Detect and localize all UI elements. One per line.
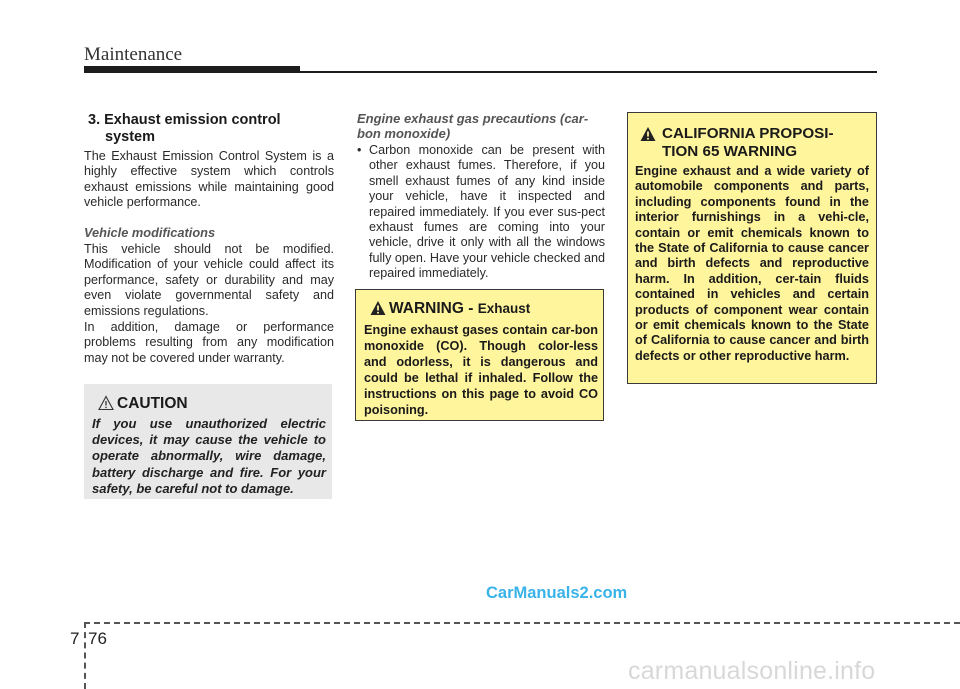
footer-rule [84, 622, 960, 624]
subheading-exhaust-precautions: Engine exhaust gas precautions (car-bon monoxide) [357, 111, 589, 141]
footer-divider [84, 622, 86, 689]
caution-triangle-icon [98, 395, 114, 411]
bullet-text: Carbon monoxide can be present with other exhaust fumes. Therefore, if you smell exhaust fumes of any kind inside your vehicle, have it inspected and repaired immediately. If you ever sus-pect exhaust fumes are coming into your vehicle, drive it only with all the windows fully open. Have your vehicle checked and repaired immediately. [369, 143, 605, 281]
california-heading [640, 125, 874, 161]
section-title [88, 112, 334, 146]
warning-title [389, 300, 530, 318]
california-title-line1: CALIFORNIA PROPOSI- [662, 125, 834, 142]
carbon-monoxide-bullet [357, 143, 605, 282]
page-number: 76 [88, 629, 107, 648]
header-rule [300, 71, 877, 73]
modification-paragraph: This vehicle should not be modified. Modification of your vehicle could affect its performance, safety or durability and may even violate governmental safety and emissions regulations. [84, 242, 334, 318]
section-number: 7 [70, 629, 80, 648]
caution-title: CAUTION [117, 395, 188, 412]
footer-watermark: carmanualsonline.info [628, 657, 876, 685]
header-bar [84, 66, 300, 73]
warning-title-sub: Exhaust [477, 301, 531, 316]
section-title-line2: system [105, 129, 155, 145]
california-title [640, 125, 874, 161]
section-title-line1: 3. Exhaust emission control [88, 112, 281, 128]
warning-triangle-icon [370, 300, 386, 316]
warranty-paragraph: In addition, damage or performance problems resulting from any modification may not be covered under warranty. [84, 320, 334, 365]
intro-paragraph: The Exhaust Emission Control System is a highly effective system which controls exhaust emissions while maintaining good vehicle performance. [84, 149, 334, 210]
watermark-link[interactable]: CarManuals2.com [486, 584, 628, 602]
subheading-vehicle-modifications: Vehicle modifications [84, 225, 216, 240]
page-header-title: Maintenance [84, 44, 183, 65]
caution-text: If you use unauthorized electric devices, it may cause the vehicle to operate abnormally, wire damage, battery discharge and fire. For your safety, be careful not to damage. [92, 416, 326, 496]
bullet-icon: • [357, 143, 362, 157]
warning-triangle-icon [640, 126, 656, 142]
california-text: Engine exhaust and a wide variety of automobile components and parts, including components found in the interior furnishings in a vehi-cle, contain or emit chemicals known to the State of California to cause cancer and birth defects and reproductive harm. In addition, cer-tain fluids contained in vehicles and certain products of component wear contain or emit chemicals known to the State of California to cause cancer and birth defects or other reproductive harm. [635, 164, 869, 363]
warning-text: Engine exhaust gases contain car-bon monoxide (CO). Though color-less and odorless, it is dangerous and could be lethal if inhaled. Follow the instructions on this page to avoid CO poisoning. [364, 323, 598, 417]
california-title-line2: TION 65 WARNING [662, 143, 798, 160]
warning-title-main: WARNING - [389, 300, 478, 317]
